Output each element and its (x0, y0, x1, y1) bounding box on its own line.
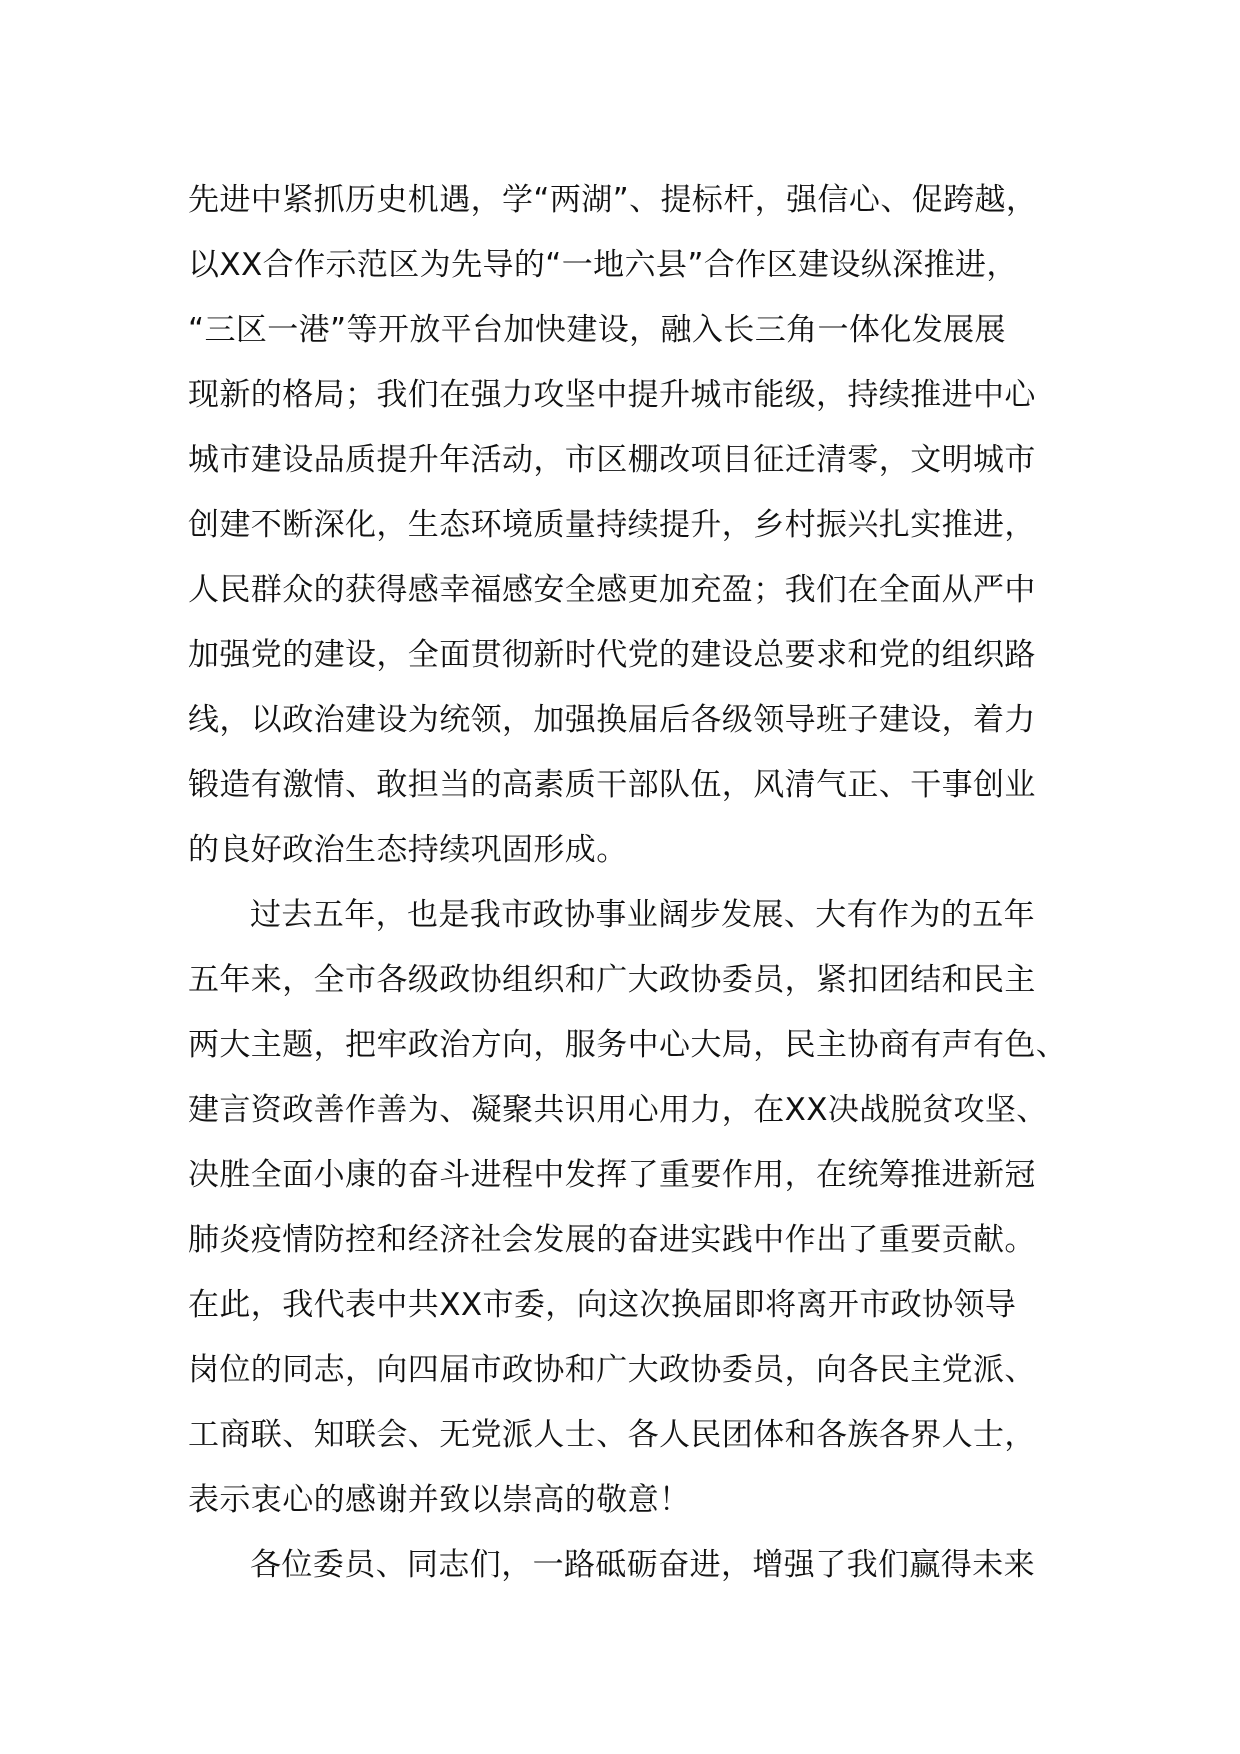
text-line: 城市建设品质提升年活动，市区棚改项目征迁清零，文明城市 (188, 442, 1036, 478)
text-line: 肺炎疫情防控和经济社会发展的奋进实践中作出了重要贡献。 (188, 1222, 1036, 1258)
text-line: 先进中紧抓历史机遇，学“两湖”、提标杆，强信心、促跨越， (188, 182, 1038, 218)
text-line: 的良好政治生态持续巩固形成。 (188, 832, 628, 868)
text-line: 创建不断深化，生态环境质量持续提升，乡村振兴扎实推进， (188, 507, 1036, 543)
paragraph-start-line: 过去五年，也是我市政协事业阔步发展、大有作为的五年 (250, 897, 1035, 933)
text-line: 以XX合作示范区为先导的“一地六县”合作区建设纵深推进， (188, 247, 1018, 283)
body-text (188, 168, 1088, 1598)
text-line: 两大主题，把牢政治方向，服务中心大局，民主协商有声有色、 (188, 1027, 1068, 1063)
text-line: 线，以政治建设为统领，加强换届后各级领导班子建设，着力 (188, 702, 1036, 738)
text-line: 建言资政善作善为、凝聚共识用心用力，在XX决战脱贫攻坚、 (188, 1092, 1048, 1128)
text-line: 岗位的同志，向四届市政协和广大政协委员，向各民主党派、 (188, 1352, 1036, 1388)
text-line: 人民群众的获得感幸福感安全感更加充盈；我们在全面从严中 (188, 572, 1036, 608)
text-line: 在此，我代表中共XX市委，向这次换届即将离开市政协领导 (188, 1287, 1017, 1323)
text-line: 表示衷心的感谢并致以崇高的敬意！ (188, 1482, 691, 1518)
text-line: 五年来，全市各级政协组织和广大政协委员，紧扣团结和民主 (188, 962, 1036, 998)
paragraph-start-line: 各位委员、同志们，一路砥砺奋进，增强了我们赢得未来 (250, 1547, 1035, 1583)
text-line: 决胜全面小康的奋斗进程中发挥了重要作用，在统筹推进新冠 (188, 1157, 1036, 1193)
text-line: 现新的格局；我们在强力攻坚中提升城市能级，持续推进中心 (188, 377, 1036, 413)
text-line: 锻造有激情、敢担当的高素质干部队伍，风清气正、干事创业 (188, 767, 1036, 803)
text-line: “三区一港”等开放平台加快建设，融入长三角一体化发展展 (188, 312, 1006, 348)
text-line: 工商联、知联会、无党派人士、各人民团体和各族各界人士， (188, 1417, 1036, 1453)
text-line: 加强党的建设，全面贯彻新时代党的建设总要求和党的组织路 (188, 637, 1036, 673)
